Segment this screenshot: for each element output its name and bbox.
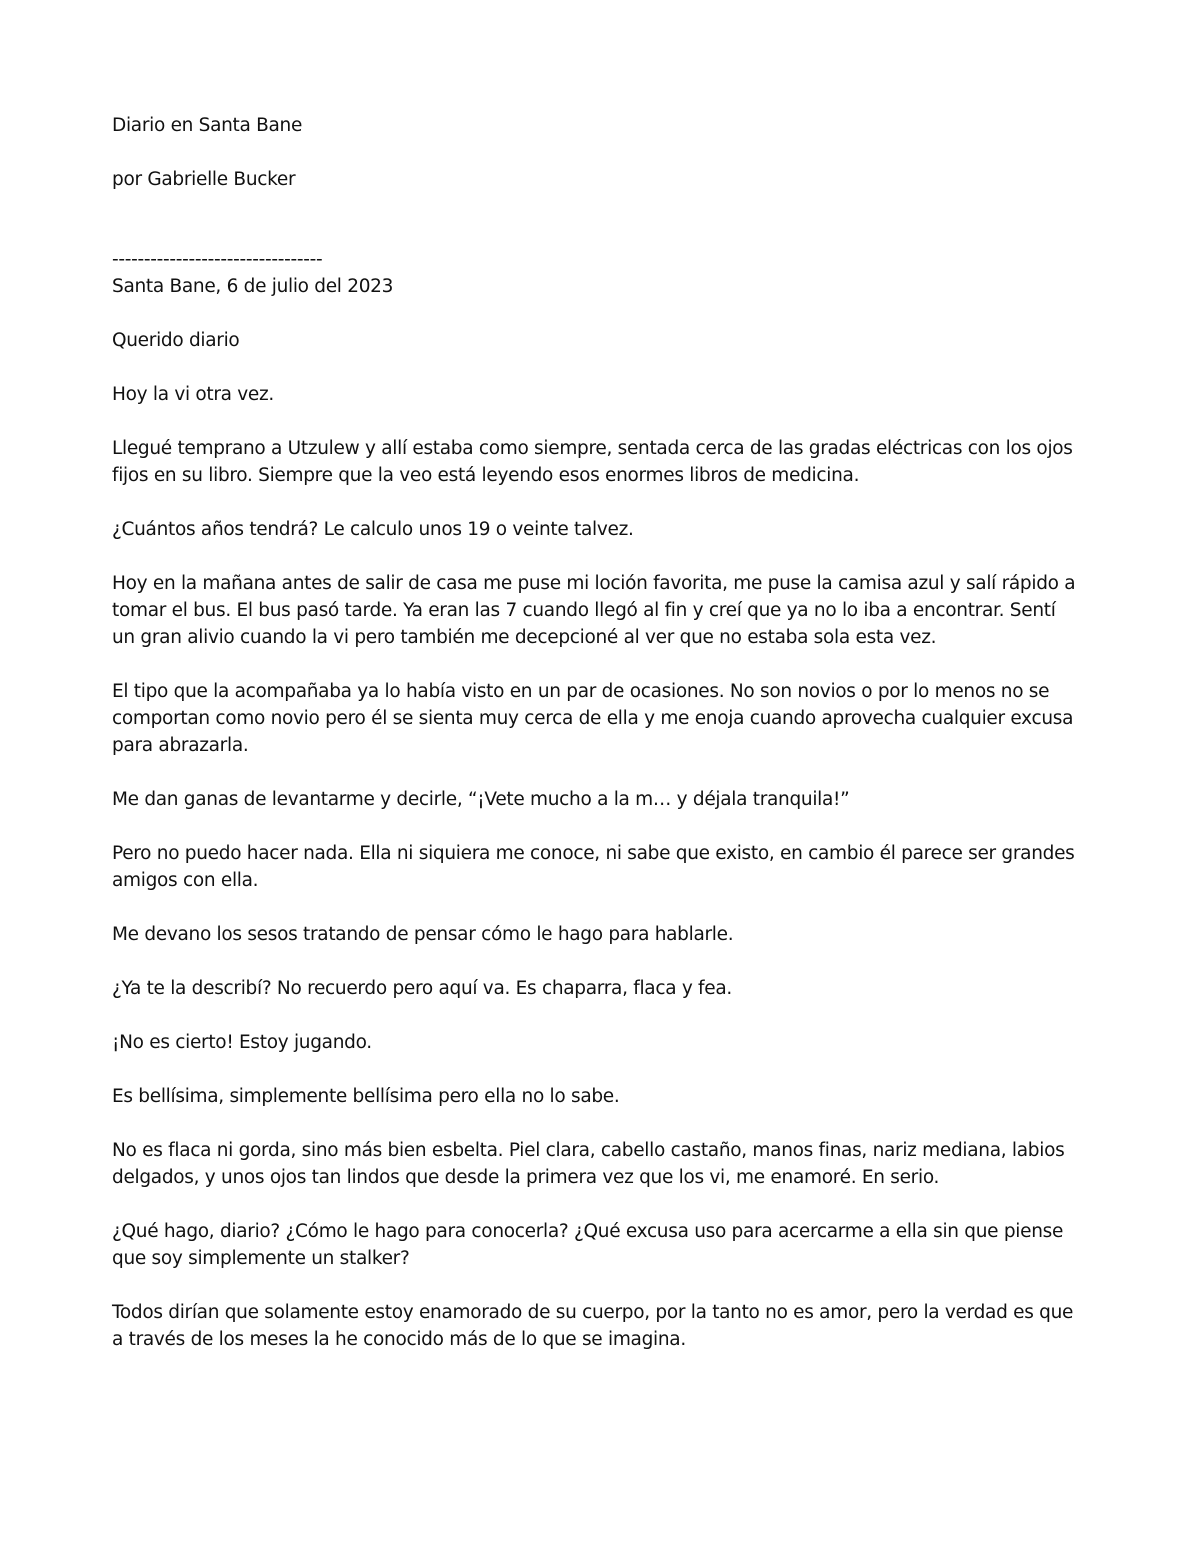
paragraph: Es bellísima, simplemente bellísima pero ella no lo sabe. [112,1086,620,1107]
paragraph: Hoy en la mañana antes de salir de casa me puse mi loción favorita, me puse la camisa azul y salí rápido a tomar el bus. El bus pasó tarde. Ya eran las 7 cuando llegó al fin y creí que ya no lo iba a encontrar. Sentí un gran alivio cuando la vi pero también me decepcioné al ver que no estaba sola esta vez. [112,573,1076,648]
entry-body [112,327,1082,1353]
document-title: Diario en Santa Bane [112,115,303,136]
paragraph: Me dan ganas de levantarme y decirle, “¡Vete mucho a la m… y déjala tranquila!” [112,789,850,810]
paragraph: Me devano los sesos tratando de pensar cómo le hago para hablarle. [112,924,734,945]
paragraph: ¿Qué hago, diario? ¿Cómo le hago para conocerla? ¿Qué excusa uso para acercarme a ella sin que piense que soy simplemente un stalker? [112,1221,1064,1269]
section-separator: --------------------------------- [112,249,323,270]
paragraph: Todos dirían que solamente estoy enamorado de su cuerpo, por la tanto no es amor, pero la verdad es que a través de los meses la he conocido más de lo que se imagina. [112,1302,1074,1350]
paragraph: ¿Ya te la describí? No recuerdo pero aquí va. Es chaparra, flaca y fea. [112,978,732,999]
paragraph: Llegué temprano a Utzulew y allí estaba como siempre, sentada cerca de las gradas eléctricas con los ojos fijos en su libro. Siempre que la veo está leyendo esos enormes libros de medicina. [112,438,1073,486]
paragraph: No es flaca ni gorda, sino más bien esbelta. Piel clara, cabello castaño, manos finas, nariz mediana, labios delgados, y unos ojos tan lindos que desde la primera vez que los vi, me enamoré. En serio. [112,1140,1065,1188]
paragraph: Hoy la vi otra vez. [112,384,275,405]
paragraph: ¿Cuántos años tendrá? Le calculo unos 19 o veinte talvez. [112,519,634,540]
document-author: por Gabrielle Bucker [112,169,296,190]
entry-date: Santa Bane, 6 de julio del 2023 [112,276,394,297]
paragraph: ¡No es cierto! Estoy jugando. [112,1032,372,1053]
paragraph: El tipo que la acompañaba ya lo había visto en un par de ocasiones. No son novios o por lo menos no se comportan como novio pero él se sienta muy cerca de ella y me enoja cuando aprovecha cualquier excusa para abrazarla. [112,681,1074,756]
paragraph: Pero no puedo hacer nada. Ella ni siquiera me conoce, ni sabe que existo, en cambio él parece ser grandes amigos con ella. [112,843,1075,891]
salutation: Querido diario [112,330,240,351]
document-page [112,112,1082,1380]
